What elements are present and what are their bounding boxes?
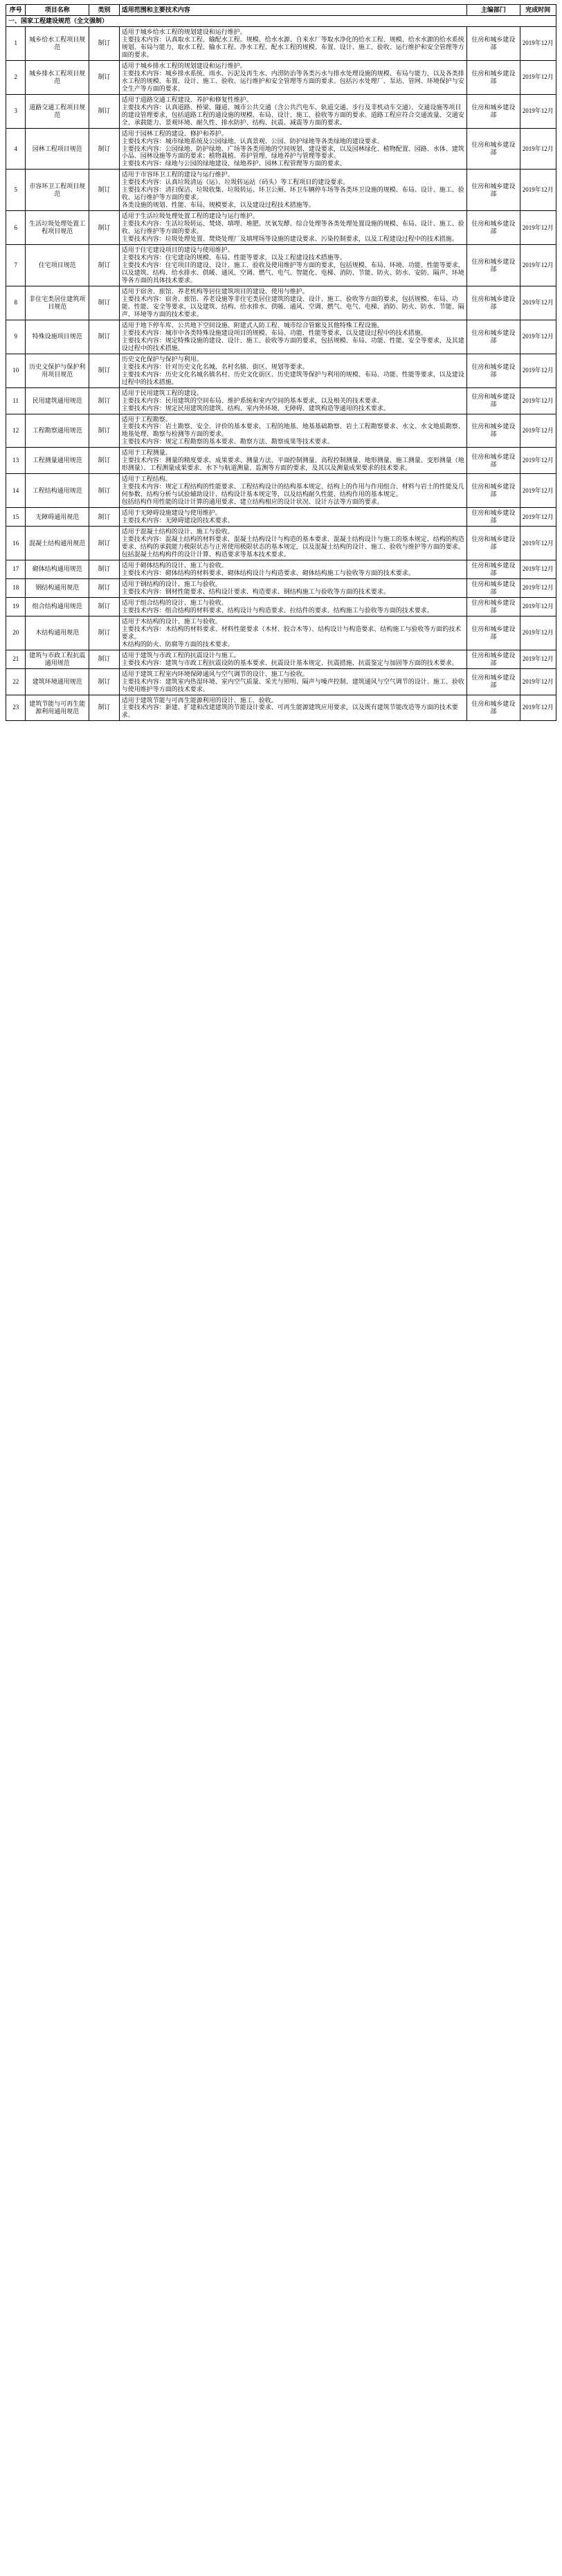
scope-paragraph: 适用于住宅建设项目的建设与使用维护。 [121, 246, 234, 254]
table-header [6, 5, 556, 16]
cell-name: 砌体结构通用规范 [26, 560, 89, 578]
cell-dept: 住房和城乡建设部 [467, 508, 520, 527]
cell-seq: 9 [6, 320, 26, 354]
cell-seq: 3 [6, 94, 26, 128]
cell-time: 2019年12月 [520, 578, 556, 597]
scope-paragraph: 主要技术内容：宿舍、旅馆、养老设施等非住宅类居住建筑的建设、设计、施工、验收等方面的要求，包括规模、布局、功能、性能、安全等要求，以及建筑、结构、给水排水、供暖、通风、空调、燃气、电气、电梯、消防、防火、防水、节能、隔声、环境等方面的技术要求。 [121, 295, 464, 318]
cell-scope [119, 527, 466, 560]
cell-time: 2019年12月 [520, 414, 556, 448]
cell-dept: 住房和城乡建设部 [467, 616, 520, 650]
cell-category: 制订 [89, 527, 120, 560]
cell-dept: 住房和城乡建设部 [467, 128, 520, 170]
scope-paragraph: 适用于城乡排水工程的规划建设和运行维护。 [121, 62, 246, 69]
scope-paragraph: 适用于砌体结构的设计、施工与验收。 [121, 561, 228, 569]
cell-category: 制订 [89, 597, 120, 616]
table-row [6, 578, 556, 597]
cell-name: 木结构通用规范 [26, 616, 89, 650]
cell-dept: 住房和城乡建设部 [467, 245, 520, 286]
cell-seq: 8 [6, 286, 26, 320]
scope-paragraph: 主要技术内容：认真取水工程、输配水工程。规模、给水水源、自来水厂等取水净化的给水工程、规模、给水水源的给水系统规划、布局与能力，取水工程、输水工程、净水工程、配水工程的规模、布置、设计、施工、验收、运行维护和安全管理等方面的要求。 [121, 35, 464, 58]
cell-time: 2019年12月 [520, 668, 556, 695]
cell-dept: 住房和城乡建设部 [467, 560, 520, 578]
scope-paragraph: 主要技术内容：规定特殊设施的建设、设计、施工、验收等方面的要求，包括规模、布局、功能、性能、安全等要求，及其建设过程中的技术措施。 [121, 336, 464, 351]
scope-paragraph: 适用于建筑工程室内环境保障通风与空气调节的设计、施工与验收。 [121, 670, 309, 677]
scope-paragraph: 主要技术内容：住宅建设的规模、布局、性能等要求，以及工程建设技术措施等。 [121, 254, 346, 262]
cell-dept: 住房和城乡建设部 [467, 211, 520, 245]
cell-seq: 18 [6, 578, 26, 597]
table-row [6, 448, 556, 474]
cell-category: 制订 [89, 354, 120, 387]
header-seq: 序号 [6, 5, 26, 16]
cell-dept: 住房和城乡建设部 [467, 527, 520, 560]
cell-dept: 住房和城乡建设部 [467, 94, 520, 128]
header-dept: 主编部门 [467, 5, 520, 16]
cell-dept: 住房和城乡建设部 [467, 320, 520, 354]
scope-paragraph: 主要技术内容：住宅项目的建设、设计、施工、验收及使用维护等方面的要求，包括规模、布局、环境、功能、性能等要求，以及建筑、结构、给水排水、供暖、通风、空调、燃气、电气、智能化、电梯、消防、节能、防火、防水、安防、隔声、环境等各方面的具体技术要求。 [121, 262, 464, 284]
scope-paragraph: 主要技术内容：城乡排水系统、雨水、污泥及再生水、内涝防治等各类污水与排水处理设施的规模、布局与能力，以及各类排水工程的规模、布置、设计、施工、验收、运行维护和安全管理等方面的要求。包括污水处理厂、泵站、管网、环境保护与安全生产等方面的要求。 [121, 69, 464, 92]
cell-dept: 住房和城乡建设部 [467, 668, 520, 695]
cell-name: 组合结构通用规范 [26, 597, 89, 616]
cell-name: 市容环卫工程项目规范 [26, 170, 89, 211]
cell-name: 工程勘察通用规范 [26, 414, 89, 448]
scope-paragraph: 主要技术内容：历史文化名城名镇名村、历史文化街区、历史建筑等保护与利用的规模、布局、功能、性能等要求，以及建设过程中的技术措施。 [121, 370, 464, 385]
cell-dept: 住房和城乡建设部 [467, 650, 520, 668]
cell-seq: 5 [6, 170, 26, 211]
header-category: 类别 [89, 5, 120, 16]
cell-scope [119, 650, 466, 668]
section-header-row [6, 15, 556, 26]
cell-time: 2019年12月 [520, 560, 556, 578]
cell-category: 制订 [89, 448, 120, 474]
scope-paragraph: 主要技术内容：规定民用建筑的建筑、结构、室内外环境、无障碍、建筑构造等通用的技术要求。 [121, 404, 390, 412]
cell-name: 特殊设施项目规范 [26, 320, 89, 354]
table-row [6, 414, 556, 448]
cell-name: 混凝土结构通用规范 [26, 527, 89, 560]
cell-category: 制订 [89, 695, 120, 721]
cell-category: 制订 [89, 650, 120, 668]
cell-time: 2019年12月 [520, 245, 556, 286]
scope-paragraph: 适用于民用建筑工程的建设。 [121, 389, 203, 396]
scope-paragraph: 主要技术内容：钢材性能要求、结构设计要求、构造要求、钢结构施工与验收等方面的技术要求。 [121, 587, 390, 595]
cell-time: 2019年12月 [520, 527, 556, 560]
cell-name: 道路交通工程项目规范 [26, 94, 89, 128]
table-body [6, 15, 556, 720]
cell-time: 2019年12月 [520, 94, 556, 128]
cell-time: 2019年12月 [520, 26, 556, 60]
table-row [6, 387, 556, 414]
scope-paragraph: 主要技术内容：针对历史文化名城、名村名镇、街区、规划等要求。 [121, 363, 309, 370]
scope-paragraph: 适用于宿舍、旅馆、养老机构等居住建筑项目的建设、使用与维护。 [121, 287, 309, 295]
cell-seq: 12 [6, 414, 26, 448]
cell-dept: 住房和城乡建设部 [467, 448, 520, 474]
header-time: 完成时间 [520, 5, 556, 16]
scope-paragraph: 适用于混凝土结构的设计、施工与验收。 [121, 528, 234, 536]
cell-name: 非住宅类居住建筑项目规范 [26, 286, 89, 320]
table-row [6, 508, 556, 527]
cell-seq: 1 [6, 26, 26, 60]
cell-dept: 住房和城乡建设部 [467, 286, 520, 320]
scope-paragraph: 主要技术内容：木结构的材料要求、材料性能要求（木材、胶合木等）、结构设计与构造要求、结构施工与验收等方面的技术要求。 [121, 625, 462, 640]
standards-table [6, 4, 556, 721]
cell-category: 制订 [89, 170, 120, 211]
header-name: 项目名称 [26, 5, 89, 16]
cell-scope [119, 60, 466, 94]
scope-paragraph: 适用于无障碍设施建设与使用维护。 [121, 509, 221, 517]
table-row [6, 354, 556, 387]
scope-paragraph: 主要技术内容：认真垃圾清运（运）、垃圾转运站（码头）等工程项目的建设要求。 [121, 179, 350, 186]
cell-name: 民用建筑通用规范 [26, 387, 89, 414]
cell-category: 制订 [89, 387, 120, 414]
cell-category: 制订 [89, 60, 120, 94]
cell-dept: 住房和城乡建设部 [467, 414, 520, 448]
scope-paragraph: 适用于组合结构的设计、施工与验收。 [121, 599, 228, 606]
scope-paragraph: 包括混凝土结构构件的设计计算、构造要求等基本技术要求。 [121, 551, 290, 558]
cell-category: 制订 [89, 578, 120, 597]
cell-time: 2019年12月 [520, 508, 556, 527]
cell-time: 2019年12月 [520, 448, 556, 474]
cell-name: 生活垃圾处理处置工程项目规范 [26, 211, 89, 245]
cell-category: 制订 [89, 211, 120, 245]
scope-paragraph: 主要技术内容：城市绿地系统及公园绿地、认真景观、公园、防护绿地等各类绿地的建设要求。 [121, 137, 383, 145]
scope-paragraph: 主要技术内容：无障碍建设的技术要求。 [121, 517, 234, 524]
cell-time: 2019年12月 [520, 286, 556, 320]
table-row [6, 527, 556, 560]
cell-scope [119, 128, 466, 170]
scope-paragraph: 主要技术内容：砌体结构的材料要求、砌体结构设计与构造要求、砌体结构施工与验收等方面的技术要求。 [121, 569, 415, 576]
cell-time: 2019年12月 [520, 60, 556, 94]
cell-category: 制订 [89, 474, 120, 508]
cell-name: 城乡排水工程项目规范 [26, 60, 89, 94]
cell-name: 工程测量通用规范 [26, 448, 89, 474]
cell-scope [119, 560, 466, 578]
cell-scope [119, 616, 466, 650]
cell-seq: 7 [6, 245, 26, 286]
scope-paragraph: 主要技术内容：混凝土结构的材料要求、混凝土结构设计与构造的基本要求、混凝土结构设计与施工的基本规定、结构的构造要求、结构的承载能力极限状态与正常使用极限状态的基本规定，以及混凝土结构的设计、施工、验收与维护等方面的要求。 [121, 536, 464, 551]
cell-dept: 住房和城乡建设部 [467, 354, 520, 387]
cell-seq: 6 [6, 211, 26, 245]
scope-paragraph: 主要技术内容：认真道路、桥梁、隧道、城市公共交通（含公共汽电车、轨道交通、步行及非机动车交通）、交通设施等项目的建设管理要求，包括道路工程的通设施的规模、布局、设计、施工、验收等方面的要求。道路工程应符合交通流量、交通安全、承载能力、景观环境、耐久性、排水防护、结构、抗震、减震等方面的要求。 [121, 103, 464, 126]
table-row [6, 597, 556, 616]
cell-seq: 22 [6, 668, 26, 695]
table-row [6, 128, 556, 170]
cell-category: 制订 [89, 128, 120, 170]
scope-paragraph: 主要技术内容：规定工程勘察的基本要求、勘察方法、勘察成果等技术要求。 [121, 438, 334, 446]
table-row [6, 211, 556, 245]
scope-paragraph: 主要技术内容：组合结构的材料要求、结构设计与构造要求、拉结件的要求、结构施工与验收等方面的技术要求。 [121, 606, 433, 614]
table-row [6, 650, 556, 668]
table-row [6, 616, 556, 650]
cell-scope [119, 354, 466, 387]
cell-name: 园林工程项目规范 [26, 128, 89, 170]
cell-category: 制订 [89, 320, 120, 354]
cell-category: 制订 [89, 560, 120, 578]
scope-paragraph: 适用于市容环卫工程的建设与运行维护。 [121, 171, 234, 179]
cell-category: 制订 [89, 94, 120, 128]
scope-paragraph: 主要技术内容：垃圾处理处置、焚烧处理厂及填埋场等设施的建设要求、污染控制要求，以及工程建设过程中的技术措施。 [121, 235, 458, 243]
scope-paragraph: 木结构的防火、防腐等方面的技术要求。 [121, 640, 234, 648]
cell-scope [119, 668, 466, 695]
cell-name: 建筑环境通用规范 [26, 668, 89, 695]
cell-time: 2019年12月 [520, 695, 556, 721]
cell-dept: 住房和城乡建设部 [467, 695, 520, 721]
table-row [6, 474, 556, 508]
cell-seq: 2 [6, 60, 26, 94]
cell-name: 工程结构通用规范 [26, 474, 89, 508]
table-row [6, 26, 556, 60]
scope-paragraph: 主要技术内容：建筑室内热湿环境、室内空气质量、采光与照明、隔声与噪声控制、建筑通风与空气调节的设计、施工、验收与使用维护等方面的技术要求。 [121, 677, 464, 693]
cell-scope [119, 414, 466, 448]
cell-time: 2019年12月 [520, 320, 556, 354]
cell-seq: 17 [6, 560, 26, 578]
cell-scope [119, 578, 466, 597]
cell-scope [119, 170, 466, 211]
scope-paragraph: 主要技术内容：生活垃圾转运、焚烧、填埋、堆肥、厌氧发酵、综合处理等各类处理处置设施的规模、布局、设计、施工、验收、运行维护等方面的要求。 [121, 220, 464, 235]
cell-time: 2019年12月 [520, 128, 556, 170]
cell-scope [119, 211, 466, 245]
scope-paragraph: 适用于地下停车库、公共地下空间设施、附建式人防工程、城市综合管廊及其他特殊工程设施。 [121, 321, 383, 329]
scope-paragraph: 适用于建筑与市政工程的抗震设计与施工。 [121, 651, 240, 659]
table-header-row [6, 5, 556, 16]
cell-seq: 14 [6, 474, 26, 508]
table-row [6, 60, 556, 94]
cell-scope [119, 448, 466, 474]
scope-paragraph: 主要技术内容：城市中各类特殊设施建设项目的规模、布局、功能、性能等要求，以及建设过程中的技术措施。 [121, 329, 427, 336]
cell-name: 建筑节能与可再生能源利用通用规范 [26, 695, 89, 721]
section-title: 一、国家工程建设规范（全文强制） [6, 15, 556, 26]
cell-time: 2019年12月 [520, 650, 556, 668]
cell-category: 制订 [89, 414, 120, 448]
scope-paragraph: 适用于道路交通工程建设、养护和修复性维护。 [121, 95, 253, 103]
cell-time: 2019年12月 [520, 387, 556, 414]
cell-category: 制订 [89, 286, 120, 320]
cell-category: 制订 [89, 616, 120, 650]
header-scope: 适用范围和主要技术内容 [119, 5, 466, 16]
scope-paragraph: 适用于园林工程的建设、修护和养护。 [121, 129, 228, 137]
cell-name: 城乡给水工程项目规范 [26, 26, 89, 60]
scope-paragraph: 适用于钢结构的设计、施工与验收。 [121, 580, 221, 587]
cell-name: 住宅项目规范 [26, 245, 89, 286]
cell-seq: 15 [6, 508, 26, 527]
table-row [6, 695, 556, 721]
cell-seq: 11 [6, 387, 26, 414]
cell-time: 2019年12月 [520, 211, 556, 245]
cell-dept: 住房和城乡建设部 [467, 60, 520, 94]
cell-scope [119, 320, 466, 354]
scope-paragraph: 适用于生活垃圾处理处置工程的建设与运行维护。 [121, 212, 259, 220]
cell-dept: 住房和城乡建设部 [467, 170, 520, 211]
scope-paragraph: 主要技术内容：绿地与公园的绿地建设、绿地养护、园林工程管理等方面的要求。 [121, 160, 346, 167]
scope-paragraph: 适用于城乡给水工程的规划建设和运行维护。 [121, 28, 246, 35]
cell-dept: 住房和城乡建设部 [467, 387, 520, 414]
table-row [6, 668, 556, 695]
cell-seq: 21 [6, 650, 26, 668]
cell-scope [119, 286, 466, 320]
cell-category: 制订 [89, 668, 120, 695]
cell-time: 2019年12月 [520, 170, 556, 211]
cell-time: 2019年12月 [520, 616, 556, 650]
cell-seq: 23 [6, 695, 26, 721]
scope-paragraph: 包括结构作用性能的设计计算的通用要求、建立结构相应的设计状况、设计方法等方面的要求。 [121, 498, 383, 506]
cell-seq: 10 [6, 354, 26, 387]
cell-name: 钢结构通用规范 [26, 578, 89, 597]
scope-paragraph: 适用于建筑节能与可再生能源利用的设计、施工、验收。 [121, 696, 278, 704]
scope-paragraph: 适用于工程勘察。 [121, 415, 172, 423]
cell-scope [119, 387, 466, 414]
table-row [6, 286, 556, 320]
cell-seq: 13 [6, 448, 26, 474]
scope-paragraph: 各类设施的规划、性能、布局、规模要求，以及建设过程技术措施等。 [121, 201, 315, 209]
table-row [6, 320, 556, 354]
cell-category: 制订 [89, 508, 120, 527]
cell-category: 制订 [89, 245, 120, 286]
cell-scope [119, 26, 466, 60]
cell-time: 2019年12月 [520, 597, 556, 616]
cell-seq: 19 [6, 597, 26, 616]
cell-dept: 住房和城乡建设部 [467, 26, 520, 60]
scope-paragraph: 主要技术内容：民用建筑的空间布局、维护系统和室内空间的基本要求，以及相关的技术要求。 [121, 396, 383, 404]
cell-name: 建筑与市政工程抗震通用规范 [26, 650, 89, 668]
scope-paragraph: 主要技术内容：建筑与市政工程抗震设防的基本要求、抗震设计基本规定、抗震措施、抗震鉴定与加固等方面的技术要求。 [121, 659, 458, 666]
cell-scope [119, 695, 466, 721]
cell-dept: 住房和城乡建设部 [467, 597, 520, 616]
scope-paragraph: 适用于工程结构。 [121, 475, 172, 483]
scope-paragraph: 主要技术内容：规定工程结构的性能要求、工程结构设计的结构基本规定、结构上的作用与作用组合、材料与岩土的性能及几何参数、结构分析与试验辅助设计、结构设计基本规定等，以及结构耐久性能、结构作用的基本规定。 [121, 483, 464, 498]
scope-paragraph: 主要技术内容：测量的精度要求、成果要求、测量方法、平面控制测量、高程控制测量、地形测量、施工测量、变形测量（地形测量）、工程测量成果要求、水下与航道测量、监测等方面的要求，及其以及测量成果要求的技术要求。 [121, 457, 464, 472]
table-row [6, 94, 556, 128]
cell-name: 无障碍通用规范 [26, 508, 89, 527]
cell-name: 历史文保护与保护利用项目规范 [26, 354, 89, 387]
scope-paragraph: 主要技术内容：岩土勘察、安全、评价的基本要求、工程的地基、地基基础勘察、岩土工程勘察要求、水文、水文地质勘察、地基处理、勘察与检测等方面的要求。 [121, 423, 464, 438]
cell-category: 制订 [89, 26, 120, 60]
cell-seq: 20 [6, 616, 26, 650]
cell-seq: 16 [6, 527, 26, 560]
scope-paragraph: 适用于木结构的设计、施工与验收。 [121, 617, 221, 625]
table-row [6, 245, 556, 286]
cell-scope [119, 94, 466, 128]
cell-scope [119, 474, 466, 508]
table-row [6, 170, 556, 211]
cell-time: 2019年12月 [520, 474, 556, 508]
document-page [0, 0, 562, 728]
scope-paragraph: 适用于工程测量。 [121, 449, 172, 457]
scope-paragraph: 主要技术内容：公园绿地、防护绿地、广场等各类用地的空间规划、建设要求，以及园林绿化、植物配置、园路、水体、建筑小品、园林设施等方面的要求；植物栽植、养护管理、绿地养护与管理等要求。 [121, 145, 464, 160]
scope-paragraph: 主要技术内容：新建、扩建和改建建筑的节能设计要求、可再生能源建筑应用要求，以及既有建筑节能改造等方面的技术要求。 [121, 704, 458, 719]
cell-scope [119, 597, 466, 616]
cell-time: 2019年12月 [520, 354, 556, 387]
cell-seq: 4 [6, 128, 26, 170]
scope-paragraph: 主要技术内容：清扫保洁、垃圾收集、垃圾转运、环卫公厕、环卫车辆停车场等各类环卫设施的规模、布局、设计、施工、验收、运行维护等方面的要求。 [121, 186, 464, 201]
cell-dept: 住房和城乡建设部 [467, 474, 520, 508]
scope-paragraph: 历史文化保护与保护与利用。 [121, 355, 203, 363]
cell-scope [119, 245, 466, 286]
cell-scope [119, 508, 466, 527]
cell-dept: 住房和城乡建设部 [467, 578, 520, 597]
table-row [6, 560, 556, 578]
